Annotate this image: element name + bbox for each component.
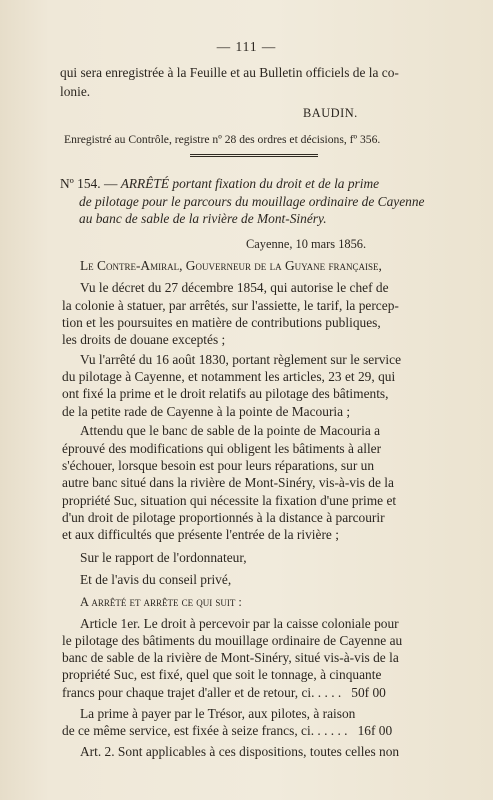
paragraph-line: d'un droit de pilotage proportionnés à la distance à parcourir — [62, 510, 385, 525]
paragraph-line: du pilotage à Cayenne, et notamment les articles, 23 et 29, qui — [62, 369, 396, 384]
paragraph-line: tion et les poursuites en matière de contributions publiques, — [62, 315, 381, 330]
arrete-title-line: Nº 154. — ARRÊTÉ portant fixation du droit et de la prime — [60, 176, 380, 191]
paragraph-line: A arrêté et arrête ce qui suit : — [80, 595, 242, 609]
article-line: le pilotage des bâtiments du mouillage ordinaire de Cayenne au — [62, 633, 403, 648]
paragraph-line: éprouvé des modifications qui obligent les bâtiments à aller — [62, 441, 382, 456]
arrete-number: Nº 154. — [60, 176, 101, 191]
paragraph-line: propriété Suc, situation qui nécessite la fixation d'une prime et — [62, 493, 397, 508]
arrete-title: ARRÊTÉ portant fixation du droit et de la prime — [120, 176, 380, 191]
article-line: Article 1er. Le droit à percevoir par la caisse coloniale pour — [80, 616, 399, 631]
paragraph-line: s'échouer, lorsque besoin est pour leurs réparations, sur un — [62, 458, 375, 473]
text-line: qui sera enregistrée à la Feuille et au Bulletin officiels de la co- — [60, 65, 399, 80]
article-line: de ce même service, est fixée à seize francs, ci. . . . . . 16f 00 — [62, 723, 393, 738]
paragraph-line: Sur le rapport de l'ordonnateur, — [80, 550, 247, 565]
paragraph-line: Vu le décret du 27 décembre 1854, qui autorise le chef de — [80, 280, 389, 295]
paragraph-line: Attendu que le banc de sable de la pointe de Macouria a — [80, 423, 381, 438]
article-line: Art. 2. Sont applicables à ces dispositions, toutes celles non — [80, 744, 400, 759]
place-date: Cayenne, 10 mars 1856. — [246, 237, 367, 251]
paragraph-line: Vu l'arrêté du 16 août 1830, portant règlement sur le service — [80, 352, 402, 367]
arrete-title: de pilotage pour le parcours du mouillage ordinaire de Cayenne — [79, 194, 425, 209]
article-line: propriété Suc, est fixé, quel que soit le tonnage, à cinquante — [62, 667, 382, 682]
registration-note: Enregistré au Contrôle, registre nº 28 des ordres et décisions, fº 356. — [64, 133, 381, 146]
paragraph-line: les droits de douane exceptés ; — [62, 332, 226, 347]
paragraph-line: ont fixé la prime et le droit relatifs au pilotage des bâtiments, — [62, 386, 389, 401]
paragraph-line: et aux difficultés que présente l'entrée de la rivière ; — [62, 527, 339, 542]
article-line: banc de sable de la rivière de Mont-Sinéry, situé vis-à-vis de la — [62, 650, 399, 665]
paragraph-line: de la petite rade de Cayenne à la pointe de Macouria ; — [62, 404, 351, 419]
article-line: francs pour chaque trajet d'aller et de retour, ci. . . . . 50f 00 — [62, 685, 386, 700]
signature: BAUDIN. — [303, 106, 358, 120]
authority-line: Le Contre-Amiral, Gouverneur de la Guyane française, — [80, 258, 382, 273]
section-divider — [190, 154, 318, 157]
page-number: — 111 — — [216, 39, 277, 54]
paragraph-line: Et de l'avis du conseil privé, — [80, 572, 232, 587]
paragraph-line: la colonie à statuer, par arrêtés, sur l'assiette, le tarif, la percep- — [62, 298, 399, 313]
arrete-title: au banc de sable de la rivière de Mont-Sinéry. — [79, 211, 327, 226]
article-line: La prime à payer par le Trésor, aux pilotes, à raison — [80, 706, 356, 721]
text-line: lonie. — [60, 84, 91, 99]
paragraph-line: autre banc situé dans la rivière de Mont-Sinéry, vis-à-vis de la — [62, 475, 394, 490]
